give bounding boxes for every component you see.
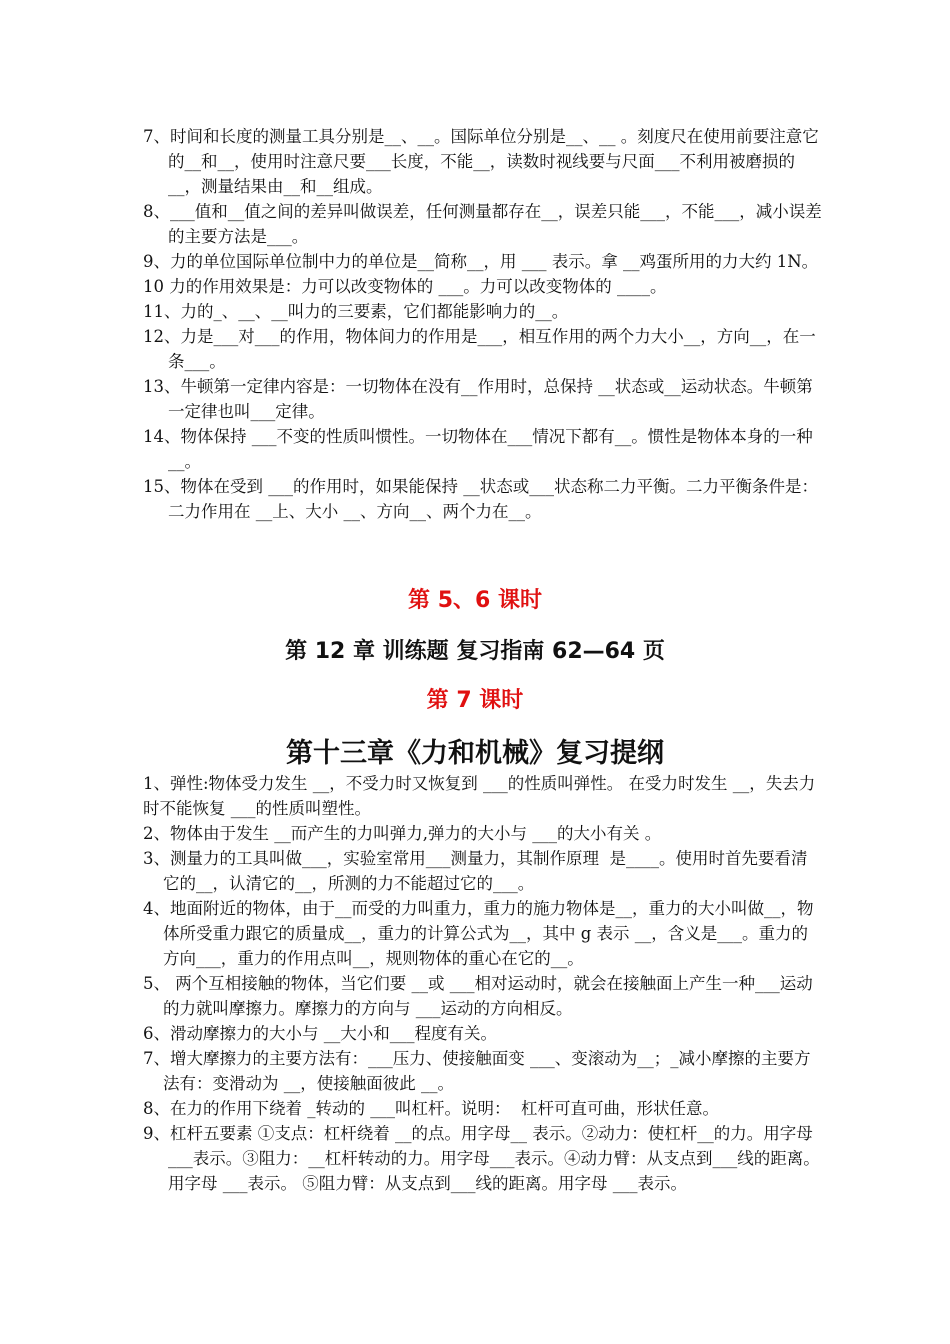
- list-item: 4、地面附近的物体，由于__而受的力叫重力，重力的施力物体是__，重力的大小叫做__，物体所受重力跟它的质量成__，重力的计算公式为__，其中 g 表示 __，含义是___。重力的方向___，重力的作用点叫__，规则物体的重心在它的__。: [143, 899, 814, 968]
- chapter12-exercise-heading: 第 12 章 训练题 复习指南 62—64 页: [285, 639, 665, 664]
- list-item: 10 力的作用效果是：力可以改变物体的 ___。力可以改变物体的 ____。: [143, 277, 667, 296]
- list-item: 15、物体在受到 ___的作用时，如果能保持 __状态或___状态称二力平衡。二力平衡条件是：二力作用在 __上、大小 __、方向__、两个力在__。: [143, 477, 818, 521]
- list-item: 5、 两个互相接触的物体，当它们要 __或 ___相对运动时，就会在接触面上产生一种___运动的力就叫摩擦力。摩擦力的方向与 ___运动的方向相反。: [143, 974, 813, 1018]
- list-item: 6、滑动摩擦力的大小与 __大小和___程度有关。: [143, 1024, 497, 1043]
- section-chapter12-review: [143, 124, 823, 524]
- section-chapter13-outline: [143, 771, 823, 1196]
- list-item: 7、时间和长度的测量工具分别是__、__。国际单位分别是__、__ 。刻度尺在使用前要注意它的__和__，使用时注意尺要___长度，不能__，读数时视线要与尺面___不利用被磨损的__，测量结果由__和__组成。: [143, 127, 819, 196]
- lesson-heading-5-6: 第 5、6 课时: [408, 588, 542, 613]
- list-item: 14、物体保持 ___不变的性质叫惯性。一切物体在___情况下都有__。惯性是物体本身的一种__。: [143, 427, 813, 471]
- list-item: 1、弹性:物体受力发生 __，不受力时又恢复到 ___的性质叫弹性。 在受力时发生 __，失去力时不能恢复 ___的性质叫塑性。: [143, 774, 816, 818]
- list-item: 7、增大摩擦力的主要方法有：___压力、使接触面变 ___、变滚动为__；_减小摩擦的主要方法有：变滑动为 __，使接触面彼此 __。: [143, 1049, 811, 1093]
- list-item: 9、力的单位国际单位制中力的单位是__简称__，用 ___ 表示。拿 __鸡蛋所用的力大约 1N。: [143, 252, 819, 271]
- lesson-heading-7: 第 7 课时: [426, 688, 524, 713]
- list-item: 3、测量力的工具叫做___，实验室常用___测量力，其制作原理 是____。使用时首先要看清它的__，认清它的__，所测的力不能超过它的___。: [143, 849, 808, 893]
- list-item: 8、___值和__值之间的差异叫做误差，任何测量都存在__，误差只能___，不能___，减小误差的主要方法是___。: [143, 202, 822, 246]
- chapter13-title: 第十三章《力和机械》复习提纲: [286, 738, 664, 769]
- list-item: 11、力的_、__、__叫力的三要素，它们都能影响力的__。: [143, 302, 569, 321]
- list-item: 12、力是___对___的作用，物体间力的作用是___，相互作用的两个力大小__，方向__，在一条___。: [143, 327, 816, 371]
- list-item: 9、杠杆五要素 ①支点：杠杆绕着 __的点。用字母__ 表示。②动力：使杠杆__的力。用字母 ___表示。③阻力：__杠杆转动的力。用字母___表示。④动力臂：从支点到___线的距离。用字母 ___表示。 ⑤阻力臂：从支点到___线的距离。用字母 ___表示。: [143, 1124, 820, 1193]
- list-item: 8、在力的作用下绕着 _转动的 ___叫杠杆。说明： 杠杆可直可曲，形状任意。: [143, 1099, 719, 1118]
- list-item: 2、物体由于发生 __而产生的力叫弹力,弹力的大小与 ___的大小有关 。: [143, 824, 662, 843]
- list-item: 13、牛顿第一定律内容是：一切物体在没有__作用时，总保持 __状态或__运动状态。牛顿第一定律也叫___定律。: [143, 377, 813, 421]
